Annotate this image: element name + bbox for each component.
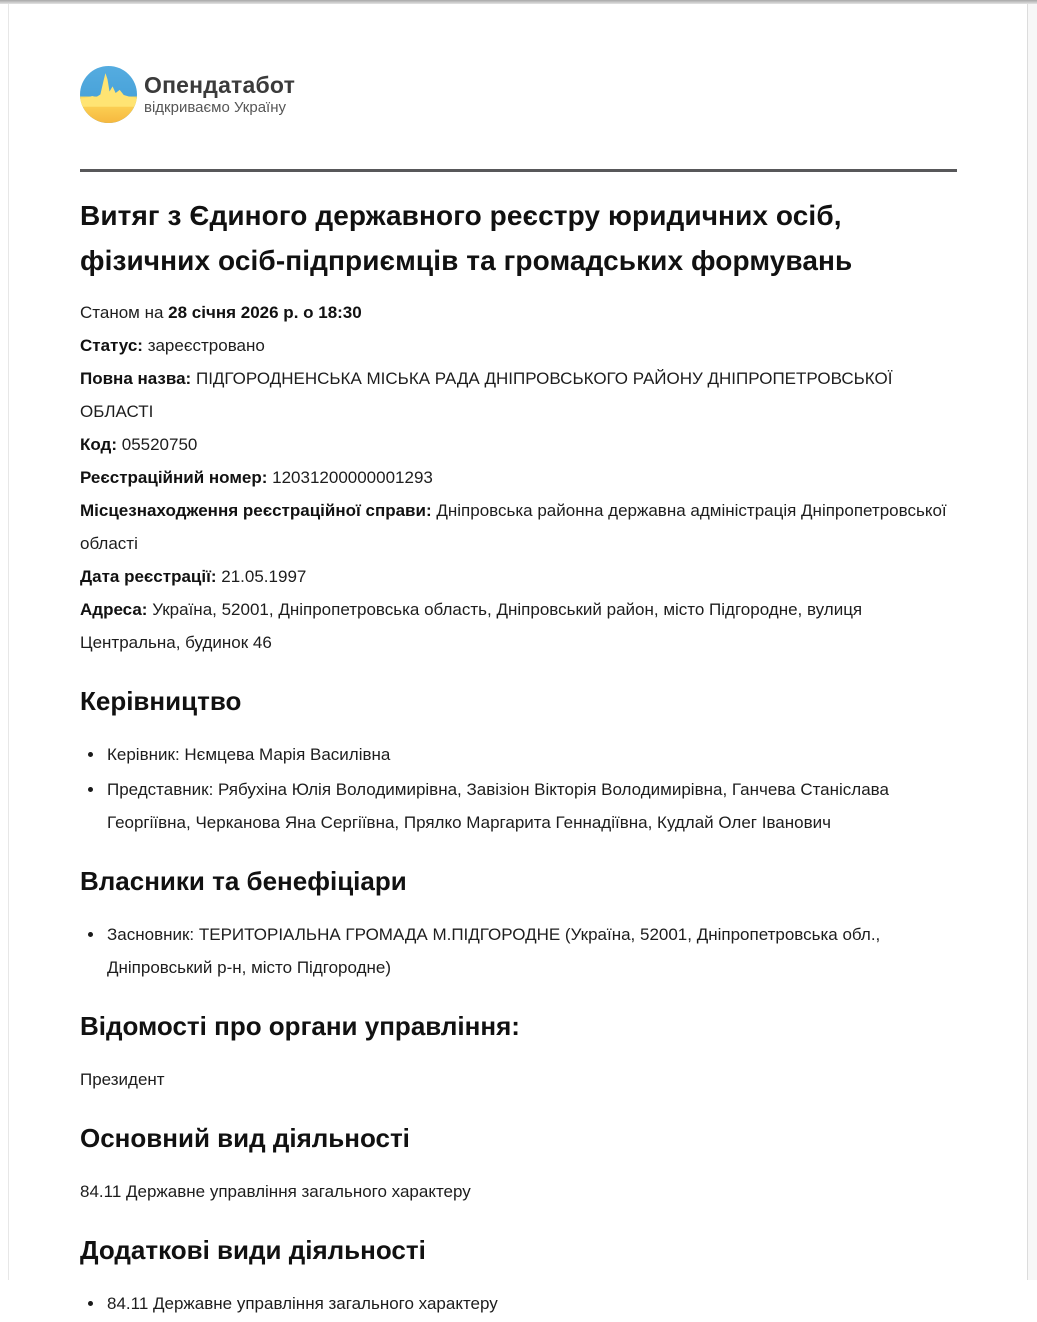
section (80, 1121, 957, 1208)
list-item: Керівник: Нємцева Марія Василівна (107, 738, 957, 771)
field-label: Місцезнаходження реєстраційної справи: (80, 501, 432, 520)
field-value: 21.05.1997 (221, 567, 307, 586)
as-of-prefix: Станом на (80, 303, 164, 322)
field-label: Повна назва: (80, 369, 192, 388)
section-heading: Власники та бенефіціари (80, 866, 407, 896)
section (80, 684, 957, 839)
field-row (80, 461, 957, 494)
section-heading: Основний вид діяльності (80, 1123, 410, 1153)
field-label: Код: (80, 435, 117, 454)
field-row (80, 593, 957, 659)
section-bullet-list (80, 738, 957, 839)
field-row (80, 494, 957, 560)
section-heading: Керівництво (80, 686, 242, 716)
field-row (80, 329, 957, 362)
register-extract-document (9, 4, 1027, 1322)
field-label: Адреса: (80, 600, 148, 619)
field-label: Реєстраційний номер: (80, 468, 268, 487)
section-heading: Додаткові види діяльності (80, 1235, 426, 1265)
list-item: Представник: Рябухіна Юлія Володимирівна, Завізіон Вікторія Володимирівна, Ганчева Станіслава Георгіївна, Черканова Яна Сергіївна, Прялко Маргарита Геннадіївна, Кудлай Олег Іванович (107, 773, 957, 839)
field-value: 05520750 (121, 435, 198, 454)
sections (80, 684, 957, 1320)
field-value: Дніпровська районна державна адміністрація Дніпропетровської області (80, 501, 947, 553)
field-value: 12031200000001293 (272, 468, 433, 487)
logo-text (144, 72, 295, 117)
field-value: зареєстровано (147, 336, 265, 355)
field-row (80, 560, 957, 593)
as-of-line (80, 296, 957, 329)
section-paragraph: 84.11 Державне управління загального характеру (80, 1182, 471, 1201)
list-item: Засновник: ТЕРИТОРІАЛЬНА ГРОМАДА М.ПІДГОРОДНЕ (Україна, 52001, Дніпропетровська обл., Дніпровський р-н, місто Підгородне) (107, 918, 957, 984)
section (80, 1233, 957, 1320)
opendatabot-logo-icon (80, 66, 137, 123)
opendatabot-logo (80, 66, 957, 123)
fields (80, 329, 957, 659)
brand-name: Опендатабот (144, 72, 296, 98)
brand-tagline: відкриваємо Україну (144, 99, 287, 116)
field-value: Україна, 52001, Дніпропетровська область, Дніпровський район, місто Підгородне, вулиця Центральна, будинок 46 (80, 600, 863, 652)
page-right-gutter (1028, 4, 1037, 1280)
section-paragraph: Президент (80, 1070, 165, 1089)
field-row (80, 428, 957, 461)
field-value: ПІДГОРОДНЕНСЬКА МІСЬКА РАДА ДНІПРОВСЬКОГО РАЙОНУ ДНІПРОПЕТРОВСЬКОЇ ОБЛАСТІ (80, 369, 893, 421)
list-item: 84.11 Державне управління загального характеру (107, 1287, 957, 1320)
page-right-edge (1027, 4, 1028, 1280)
as-of-value: 28 січня 2026 р. о 18:30 (168, 303, 362, 322)
section-bullet-list (80, 1287, 957, 1320)
header-divider (80, 169, 957, 172)
section (80, 1009, 957, 1096)
document-title: Витяг з Єдиного державного реєстру юридичних осіб, фізичних осіб-підприємців та громадських формувань (80, 200, 853, 276)
field-label: Статус: (80, 336, 143, 355)
field-label: Дата реєстрації: (80, 567, 217, 586)
field-row (80, 362, 957, 428)
section (80, 864, 957, 984)
section-bullet-list (80, 918, 957, 984)
section-heading: Відомості про органи управління: (80, 1011, 520, 1041)
